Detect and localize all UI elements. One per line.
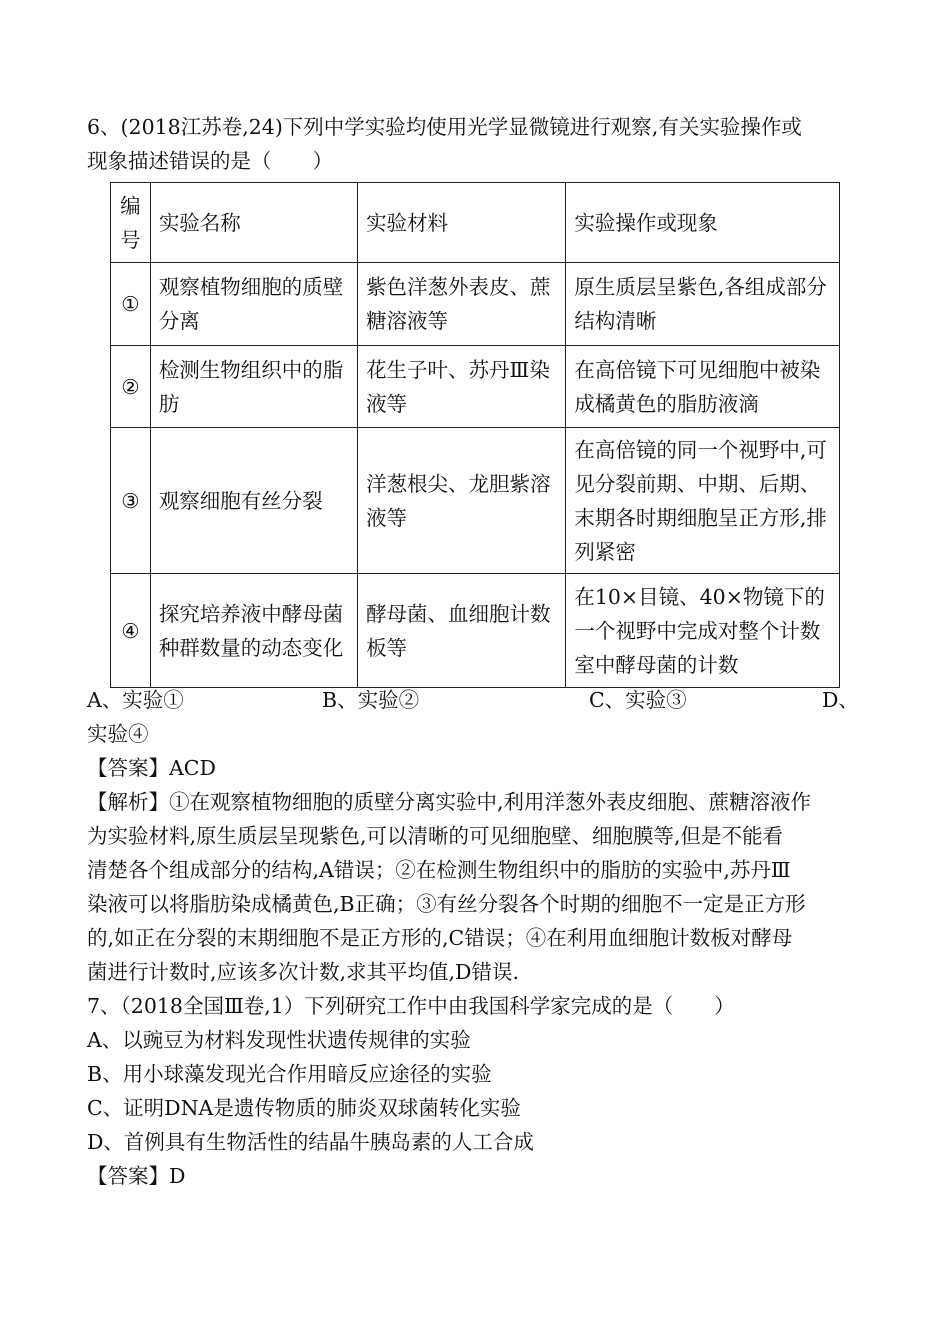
question-7-option: C、证明DNA是遗传物质的肺炎双球菌转化实验: [87, 1096, 521, 1120]
option-b: B、实验②: [322, 688, 420, 712]
row-name: 观察植物细胞的质壁分离: [150, 263, 357, 346]
analysis-line: 的,如正在分裂的末期细胞不是正方形的,C错误；④在利用血细胞计数板对酵母: [87, 926, 793, 950]
table-row: [111, 346, 840, 428]
option-d: D、: [822, 688, 859, 712]
header-name: 实验名称: [150, 183, 357, 263]
row-name: 探究培养液中酵母菌种群数量的动态变化: [150, 574, 357, 688]
row-id: ②: [111, 346, 151, 428]
experiment-table: [110, 182, 840, 688]
option-d-continuation: 实验④: [87, 722, 149, 746]
header-id-text: 编号: [120, 193, 141, 252]
analysis-line: 【解析】①在观察植物细胞的质壁分离实验中,利用洋葱外表皮细胞、蔗糖溶液作: [87, 790, 812, 814]
table-header-row: [111, 183, 840, 263]
header-material: 实验材料: [358, 183, 566, 263]
row-phenomenon: 原生质层呈紫色,各组成部分结构清晰: [566, 263, 840, 346]
row-id: ③: [111, 428, 151, 574]
analysis-line: 染液可以将脂肪染成橘黄色,B正确；③有丝分裂各个时期的细胞不一定是正方形: [87, 892, 806, 916]
table-row: [111, 574, 840, 688]
question-6-stem-line-1: 6、(2018江苏卷,24)下列中学实验均使用光学显微镜进行观察,有关实验操作或: [87, 115, 802, 139]
option-a: A、实验①: [87, 688, 184, 712]
row-phenomenon: 在高倍镜的同一个视野中,可见分裂前期、中期、后期、末期各时期细胞呈正方形,排列紧密: [566, 428, 840, 574]
row-material: 酵母菌、血细胞计数板等: [358, 574, 566, 688]
option-c: C、实验③: [589, 688, 687, 712]
row-phenomenon: 在10×目镜、40×物镜下的一个视野中完成对整个计数室中酵母菌的计数: [566, 574, 840, 688]
analysis-line: 为实验材料,原生质层呈现紫色,可以清晰的可见细胞壁、细胞膜等,但是不能看: [87, 824, 784, 848]
analysis-line: 菌进行计数时,应该多次计数,求其平均值,D错误.: [87, 960, 520, 984]
table-row: [111, 428, 840, 574]
question-7-stem: 7、（2018全国Ⅲ卷,1）下列研究工作中由我国科学家完成的是（ ）: [87, 994, 735, 1018]
question-7-option: D、首例具有生物活性的结晶牛胰岛素的人工合成: [87, 1130, 534, 1154]
analysis-line: 清楚各个组成部分的结构,A错误；②在检测生物组织中的脂肪的实验中,苏丹Ⅲ: [87, 858, 791, 882]
row-material: 花生子叶、苏丹Ⅲ染液等: [358, 346, 566, 428]
table-row: [111, 263, 840, 346]
header-id: [111, 183, 151, 263]
row-name: 检测生物组织中的脂肪: [150, 346, 357, 428]
header-phenomenon: 实验操作或现象: [566, 183, 840, 263]
question-6-answer: 【答案】ACD: [87, 756, 216, 780]
question-6-stem-line-2: 现象描述错误的是（ ）: [87, 149, 333, 173]
row-phenomenon: 在高倍镜下可见细胞中被染成橘黄色的脂肪液滴: [566, 346, 840, 428]
question-7-option: B、用小球藻发现光合作用暗反应途径的实验: [87, 1062, 492, 1086]
row-name: 观察细胞有丝分裂: [150, 428, 357, 574]
row-id: ①: [111, 263, 151, 346]
row-material: 紫色洋葱外表皮、蔗糖溶液等: [358, 263, 566, 346]
row-material: 洋葱根尖、龙胆紫溶液等: [358, 428, 566, 574]
question-7-answer: 【答案】D: [87, 1164, 186, 1188]
row-id: ④: [111, 574, 151, 688]
question-7-option: A、以豌豆为材料发现性状遗传规律的实验: [87, 1028, 471, 1052]
